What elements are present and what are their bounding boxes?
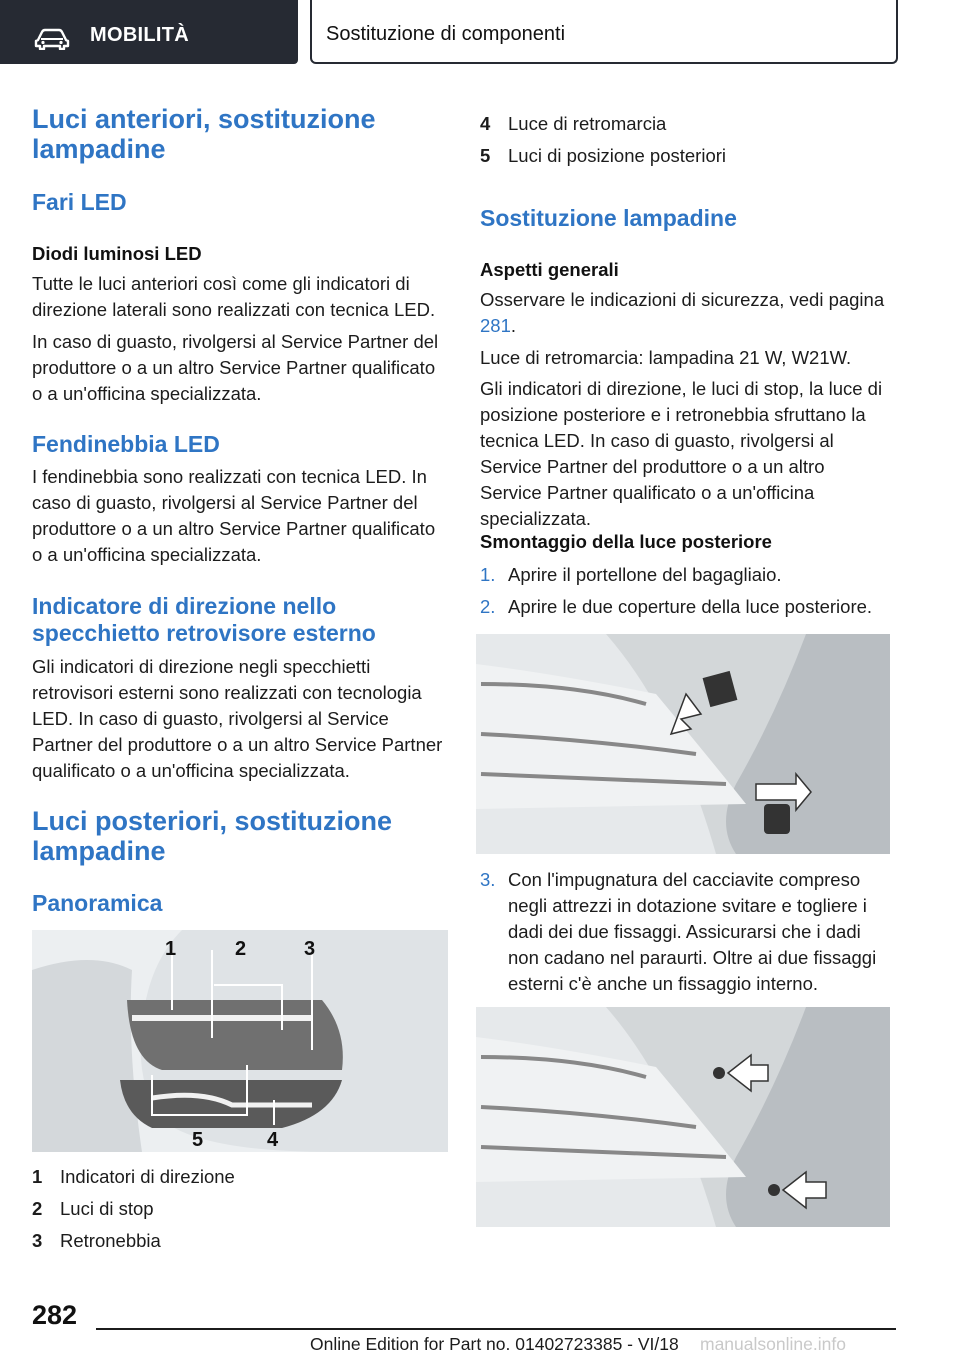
legend-label: Indicatori di direzione (60, 1166, 235, 1187)
legend-number: 5 (480, 145, 491, 166)
heading-front-lights: Luci anteriori, sostituzione lampadine (32, 104, 376, 164)
safety-period: . (510, 315, 517, 336)
callout-5: 5 (192, 1129, 204, 1151)
section-title: MOBILITÀ (90, 24, 190, 46)
step-text: Con l'impugnatura del cacciavite compreso negli attrezzi in dotazione svitare e togliere i dadi dei due fissaggi. Assicurarsi che i dadi non cadano nel paraurti. Oltre ai due fissaggi esterni c'è anche un fissaggio interno. (508, 869, 877, 994)
page-link-281[interactable]: 281 (480, 315, 511, 336)
paragraph-reverse-bulb: Luce di retromarcia: lampadina 21 W, W21W. (480, 347, 852, 368)
heading-general-aspects: Aspetti generali (480, 259, 619, 280)
heading-led-diodes: Diodi luminosi LED (32, 243, 202, 264)
legend-label: Luce di retromarcia (508, 113, 667, 134)
heading-fog-lights: Fendinebbia LED (32, 431, 220, 457)
unscrew-nuts-figure (476, 1007, 890, 1227)
step-text: Aprire le due coperture della luce posteriore. (508, 596, 873, 617)
step-number: 2. (480, 596, 496, 617)
callout-2: 2 (235, 938, 247, 960)
paragraph-diodes-1: Tutte le luci anteriori così come gli indicatori di direzione laterali sono realizzati con tecnica LED. (32, 273, 436, 320)
callout-1: 1 (165, 938, 177, 960)
step-text: Aprire il portellone del bagagliaio. (508, 564, 782, 585)
rear-light-overview-figure (32, 930, 448, 1152)
watermark: manualsonline.info (700, 1334, 846, 1354)
paragraph-safety (480, 287, 890, 339)
rear-light-overview-illustration (32, 930, 448, 1152)
legend-number: 4 (480, 113, 491, 134)
legend-label: Luci di stop (60, 1198, 154, 1219)
page-number: 282 (32, 1300, 78, 1330)
open-covers-illustration (476, 634, 890, 854)
legend-label: Luci di posizione posteriori (508, 145, 727, 166)
legend-number: 1 (32, 1166, 43, 1187)
footer-divider (96, 1328, 896, 1330)
right-column (480, 0, 890, 560)
paragraph-mirror-indicator: Gli indicatori di direzione negli specchietti retrovisori esterni sono realizzati con tecnologia LED. In caso di guasto, rivolgersi al Service Partner del produttore o a un altro Service Partner qualificato o a un'officina specializzata. (32, 656, 443, 781)
paragraph-led-technology: Gli indicatori di direzione, le luci di stop, la luce di posizione posteriore e i retronebbia sfruttano la tecnica LED. In caso di guasto, rivolgersi al Service Partner del produttore o a un altro Service Partner qualificato o a un'officina specializzata. (480, 378, 883, 529)
callout-4: 4 (267, 1129, 279, 1151)
heading-bulb-replacement: Sostituzione lampadine (480, 205, 737, 231)
heading-overview: Panoramica (32, 890, 163, 916)
heading-led-headlights: Fari LED (32, 189, 127, 215)
step-number: 1. (480, 564, 496, 585)
open-covers-figure (476, 634, 890, 854)
callout-3: 3 (304, 938, 316, 960)
legend-number: 3 (32, 1230, 43, 1251)
legend-label: Retronebbia (60, 1230, 161, 1251)
heading-rear-lights: Luci posteriori, sostituzione lampadine (32, 806, 393, 866)
unscrew-nuts-illustration (476, 1007, 890, 1227)
paragraph-fog-lights: I fendinebbia sono realizzati con tecnica LED. In caso di guasto, rivolgersi al Service Partner del produttore o a un altro Service Partner qualificato o a un'officina specializzata. (32, 466, 436, 565)
heading-rear-light-removal: Smontaggio della luce posteriore (480, 531, 772, 552)
paragraph-diodes-2: In caso di guasto, rivolgersi al Service Partner del produttore o a un altro Service Partner qualificato o a un'officina specializzata. (32, 331, 439, 404)
step-number: 3. (480, 869, 496, 890)
footer-edition: Online Edition for Part no. 01402723385 - VI/18 (310, 1334, 679, 1354)
chapter-title: Sostituzione di componenti (326, 23, 566, 45)
heading-mirror-indicator: Indicatore di direzione nello specchietto retrovisore esterno (32, 593, 376, 646)
safety-text: Osservare le indicazioni di sicurezza, vedi pagina (480, 289, 885, 310)
legend-number: 2 (32, 1198, 43, 1219)
